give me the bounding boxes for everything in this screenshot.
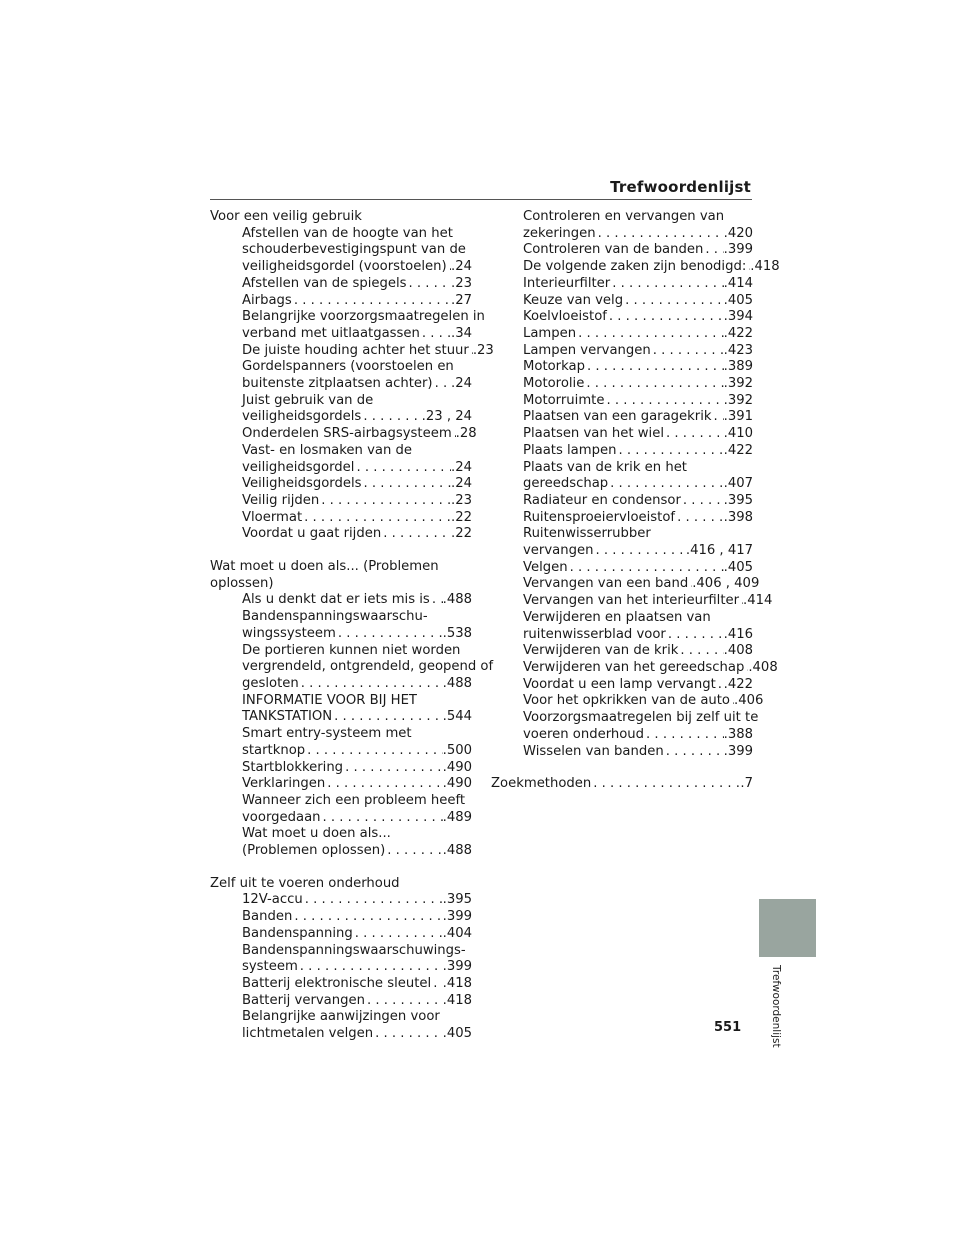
dot-leader [675, 510, 724, 527]
index-page-ref: .418 [442, 992, 472, 1008]
dot-leader [576, 326, 724, 343]
index-entry-label: Airbags [242, 292, 292, 308]
dot-leader [664, 426, 724, 443]
index-page-ref: .399 [723, 743, 753, 759]
dot-leader [585, 359, 724, 376]
dot-leader [644, 727, 724, 744]
index-entry-label: Interieurfilter [523, 275, 611, 291]
index-entry [210, 626, 472, 643]
index-entry-label: Verwijderen van de krik [523, 643, 679, 659]
index-entry [210, 709, 472, 726]
index-entry [491, 493, 753, 510]
index-entry-label: systeem [242, 959, 298, 975]
index-page-ref: .538 [442, 625, 472, 641]
dot-leader [678, 643, 723, 660]
index-subentry-line: INFORMATIE VOOR BIJ HET [242, 692, 417, 708]
dot-leader [343, 760, 443, 777]
index-page-ref: .488 [442, 675, 472, 691]
index-entry-label: Ruitensproeiervloeistof [523, 509, 676, 525]
index-entry [491, 242, 753, 259]
dot-leader [298, 959, 443, 976]
index-subentry-line: Wanneer zich een probleem heeft [242, 792, 466, 808]
dot-leader [362, 476, 452, 493]
index-entry-label: startknop [242, 742, 306, 758]
index-subentry-line: vergrendeld, ontgrendeld, geopend of [242, 659, 494, 675]
index-entry-label: Controleren van de banden [523, 242, 704, 258]
index-entry-label: 12V-accu [242, 892, 303, 908]
index-entry-label: verband met uitlaatgassen [242, 325, 420, 341]
dot-leader [431, 976, 442, 993]
index-entry-label: Veiligheidsgordels [242, 476, 362, 492]
index-entry-label: Veilig rijden [242, 492, 320, 508]
dot-leader [385, 843, 442, 860]
dot-leader [354, 460, 451, 477]
index-entry-label: Plaatsen van het wiel [523, 426, 664, 442]
index-entry [491, 659, 778, 677]
index-entry-label: Onderdelen SRS-airbagsysteem [242, 426, 452, 442]
index-page-ref: .406 [734, 693, 764, 709]
index-page-ref: .7 [740, 776, 753, 792]
index-page-ref: .416 [723, 626, 753, 642]
index-column-right [491, 209, 780, 809]
index-entry [491, 226, 753, 243]
index-entry-label: ruitenwisserblad voor [523, 626, 666, 642]
index-page-ref: .416 , 417 [685, 543, 753, 559]
header-divider [210, 199, 752, 200]
index-page-ref: .399 [442, 909, 472, 925]
index-entry-label: Banden [242, 909, 293, 925]
index-page-ref: .23 [451, 275, 472, 291]
index-entry-label: Batterij vervangen [242, 992, 365, 1008]
index-page-ref: .414 [723, 275, 753, 291]
index-entry-label: lichtmetalen velgen [242, 1026, 374, 1042]
index-page-ref: .418 [750, 259, 780, 275]
index-entry [491, 744, 753, 761]
index-entry-label: veiligheidsgordel (voorstoelen) [242, 259, 447, 275]
index-entry-label: Zoekmethoden [491, 776, 592, 792]
index-entry [491, 376, 753, 393]
index-entry-label: Verwijderen van het gereedschap [523, 659, 745, 675]
index-entry [210, 760, 472, 777]
index-page-ref: .398 [723, 509, 753, 525]
index-entry-label: Verklaringen [242, 776, 326, 792]
index-group [491, 776, 753, 793]
index-entry [210, 409, 472, 426]
index-page-ref: .420 [723, 225, 753, 241]
index-entry-label: voorgedaan [242, 809, 321, 825]
index-entry [491, 643, 753, 660]
index-page-ref: .388 [723, 726, 753, 742]
index-entry [210, 976, 472, 993]
index-page-ref: .27 [451, 292, 472, 308]
index-subentry-line: schouderbevestigingspunt van de [242, 242, 466, 258]
index-subentry-line: Afstellen van de hoogte van het [242, 225, 453, 241]
index-subentry-line: Belangrijke aanwijzingen voor [242, 1009, 440, 1025]
index-entry [491, 426, 753, 443]
index-subentry-line: Plaats van de krik en het [523, 459, 687, 475]
dot-leader [651, 343, 724, 360]
dot-leader [616, 443, 723, 460]
dot-leader [302, 510, 451, 527]
index-entry [210, 810, 472, 827]
index-entry [491, 543, 753, 560]
index-page-ref: .414 [743, 593, 773, 609]
index-entry-label: veiligheidsgordels [242, 409, 362, 425]
index-group [210, 876, 472, 1043]
index-entry [210, 526, 472, 543]
dot-leader [596, 226, 724, 243]
index-subentry-line: De portieren kunnen niet worden [242, 642, 461, 658]
index-entry-label: Bandenspanning [242, 925, 353, 941]
dot-leader [608, 476, 723, 493]
index-entry-label: Startblokkering [242, 759, 344, 775]
index-entry-label: De volgende zaken zijn benodigd: [523, 259, 747, 275]
index-page-ref: .423 [723, 342, 753, 358]
index-entry [210, 892, 472, 909]
index-subentry-line: Belangrijke voorzorgsmaatregelen in [242, 309, 485, 325]
index-subentry-line: Bandenspanningswaarschu- [242, 609, 428, 625]
index-page-ref: .34 [451, 325, 472, 341]
index-group [491, 209, 780, 760]
index-entry [210, 326, 472, 343]
index-page-ref: .23 , 24 [421, 409, 472, 425]
index-entry-label: Motorkap [523, 359, 585, 375]
index-entry [491, 309, 753, 326]
dot-leader [584, 376, 723, 393]
index-entry [491, 393, 753, 410]
index-page-ref: .23 [472, 342, 494, 358]
index-subentry-line: Voorzorgsmaatregelen bij zelf uit te [523, 710, 759, 726]
index-group [210, 209, 494, 543]
index-entry-label: wingssysteem [242, 625, 336, 641]
index-entry-label: zekeringen [523, 225, 596, 241]
dot-leader [591, 776, 740, 793]
index-entry [491, 560, 753, 577]
index-entry [210, 1026, 472, 1043]
index-entry-label: Vervangen van het interieurfilter [523, 593, 740, 609]
index-entry-label: gereedschap [523, 476, 609, 492]
dot-leader [332, 709, 442, 726]
index-subentry-line: Verwijderen en plaatsen van [523, 609, 711, 625]
index-entry-label: Plaats lampen [523, 442, 617, 458]
index-entry [491, 693, 764, 710]
index-page-ref: .544 [442, 709, 472, 725]
index-entry [210, 676, 472, 693]
index-entry [491, 343, 753, 360]
index-page-ref: .392 [723, 392, 753, 408]
index-entry [491, 259, 780, 276]
index-page-ref: .410 [723, 426, 753, 442]
index-page-ref: .500 [442, 742, 472, 758]
index-page-ref: .405 [442, 1026, 472, 1042]
index-entry-label: Motorruimte [523, 392, 605, 408]
index-entry [491, 409, 753, 426]
index-entry [210, 510, 472, 527]
index-entry-label: Vervangen van een band [523, 576, 689, 592]
index-entry [491, 293, 753, 310]
index-entry-label: Keuze van velg [523, 292, 624, 308]
index-entry-label: Als u denkt dat er iets mis is [242, 592, 430, 608]
dot-leader [607, 309, 724, 326]
index-page-ref: .406 , 409 [692, 576, 760, 592]
index-entry-label: veiligheidsgordel [242, 459, 355, 475]
index-page-ref: .488 [442, 843, 472, 859]
index-entry [210, 743, 472, 760]
index-entry-label: Afstellen van de spiegels [242, 275, 407, 291]
index-column-left [210, 209, 494, 1059]
dot-leader [299, 676, 443, 693]
index-subentry-line: Wat moet u doen als... [242, 826, 391, 842]
index-entry [210, 276, 472, 293]
index-page-ref: .418 [442, 975, 472, 991]
index-entry [491, 576, 760, 593]
index-page-ref: .394 [723, 309, 753, 325]
index-entry [491, 677, 753, 694]
index-entry [210, 843, 472, 860]
dot-leader [292, 293, 451, 310]
dot-leader [373, 1026, 443, 1043]
index-entry-label: Voordat u gaat rijden [242, 526, 382, 542]
index-entry [210, 959, 472, 976]
index-subentry-line: Bandenspanningswaarschuwings- [242, 942, 466, 958]
dot-leader [336, 626, 443, 643]
dot-leader [353, 926, 443, 943]
index-page-ref: .24 [451, 476, 472, 492]
dot-leader [712, 409, 724, 426]
index-page-ref: .399 [442, 959, 472, 975]
index-subentry-line: Smart entry-systeem met [242, 726, 412, 742]
dot-leader [381, 526, 451, 543]
index-entry [210, 592, 472, 609]
dot-leader [292, 909, 442, 926]
index-subentry-line: Gordelspanners (voorstoelen en [242, 359, 454, 375]
index-subentry-line: Juist gebruik van de [242, 392, 374, 408]
index-page-ref: .22 [451, 509, 472, 525]
index-page-ref: .490 [442, 759, 472, 775]
dot-leader [593, 543, 685, 560]
dot-leader [716, 677, 724, 694]
index-page-ref: .395 [723, 492, 753, 508]
index-page-ref: .399 [723, 242, 753, 258]
section-tab-marker [759, 899, 816, 957]
index-subentry-line: Vast- en losmaken van de [242, 442, 413, 458]
index-entry [491, 276, 753, 293]
dot-leader [666, 627, 724, 644]
dot-leader [623, 293, 724, 310]
index-entry-label: Velgen [523, 559, 568, 575]
index-page-ref: .422 [723, 442, 753, 458]
index-entry-label: De juiste houding achter het stuur [242, 342, 469, 358]
index-page-ref: .22 [451, 526, 472, 542]
index-page-ref: .24 [451, 459, 472, 475]
dot-leader [303, 892, 443, 909]
index-entry [210, 926, 472, 943]
dot-leader [681, 493, 724, 510]
dot-leader [568, 560, 724, 577]
index-entry [210, 493, 472, 510]
index-entry [491, 476, 753, 493]
index-entry [491, 359, 753, 376]
index-entry [491, 326, 753, 343]
index-entry-label: Voor het opkrikken van de auto [523, 693, 730, 709]
index-entry [210, 460, 472, 477]
index-heading-continued: oplossen) [210, 575, 274, 591]
dot-leader [433, 376, 451, 393]
index-entry-label: Voordat u een lamp vervangt [523, 676, 716, 692]
index-entry-label: Lampen [523, 325, 577, 341]
dot-leader [420, 326, 451, 343]
index-entry-label: buitenste zitplaatsen achter) [242, 376, 433, 392]
index-entry [210, 426, 477, 443]
index-entry-label: vervangen [523, 543, 594, 559]
index-subentry-line: Controleren en vervangen van [523, 209, 725, 224]
index-entry [210, 776, 472, 793]
dot-leader [664, 744, 724, 761]
index-entry-label: Radiateur en condensor [523, 492, 681, 508]
index-entry [491, 727, 753, 744]
index-entry-label: TANKSTATION [242, 709, 333, 725]
index-page-ref: .404 [442, 925, 472, 941]
index-entry [210, 376, 472, 393]
index-page-ref: .405 [723, 559, 753, 575]
index-page-ref: .391 [723, 409, 753, 425]
index-entry-label: voeren onderhoud [523, 726, 645, 742]
dot-leader [321, 810, 443, 827]
index-page-ref: .392 [723, 376, 753, 392]
dot-leader [703, 242, 723, 259]
index-page-ref: .407 [723, 476, 753, 492]
index-entry-label: gesloten [242, 675, 299, 691]
index-page-ref: .489 [442, 809, 472, 825]
dot-leader [365, 993, 443, 1010]
index-group [210, 559, 494, 860]
index-page-ref: .488 [442, 592, 472, 608]
index-entry [491, 776, 753, 793]
index-heading: Zelf uit te voeren onderhoud [210, 875, 400, 891]
dot-leader [604, 393, 723, 410]
dot-leader [430, 592, 443, 609]
index-entry-label: Lampen vervangen [523, 342, 651, 358]
index-entry [210, 993, 472, 1010]
dot-leader [361, 409, 421, 426]
index-entry-label: (Problemen oplossen) [242, 843, 386, 859]
index-subentry-line: Ruitenwisserrubber [523, 526, 651, 542]
index-page-ref: .422 [723, 676, 753, 692]
index-page-ref: .408 [723, 643, 753, 659]
index-entry [491, 593, 773, 610]
index-entry [491, 510, 753, 527]
index-entry [491, 443, 753, 460]
section-tab-label: Trefwoordenlijst [770, 965, 782, 1048]
index-page-ref: .490 [442, 776, 472, 792]
index-entry-label: Wisselen van banden [523, 743, 664, 759]
index-heading: Wat moet u doen als... (Problemen [210, 559, 439, 575]
dot-leader [325, 776, 442, 793]
index-heading: Voor een veilig gebruik [210, 209, 362, 224]
index-entry-label: Plaatsen van een garagekrik [523, 409, 712, 425]
index-entry [210, 259, 472, 276]
dot-leader [305, 743, 442, 760]
index-entry-label: Koelvloeistof [523, 309, 607, 325]
index-page-ref: .405 [723, 292, 753, 308]
dot-leader [610, 276, 723, 293]
index-page-ref: .24 [451, 259, 472, 275]
index-page-ref: .408 [748, 659, 778, 675]
index-page-ref: .395 [442, 892, 472, 908]
index-page-ref: .24 [451, 376, 472, 392]
index-page-ref: .28 [455, 426, 477, 442]
index-entry [210, 342, 494, 360]
index-page-ref: .23 [451, 492, 472, 508]
index-page-ref: .389 [723, 359, 753, 375]
index-entry-label: Motorolie [523, 376, 585, 392]
index-entry [491, 627, 753, 644]
index-entry-label: Batterij elektronische sleutel [242, 975, 432, 991]
index-entry [210, 909, 472, 926]
index-page-ref: .422 [723, 325, 753, 341]
index-entry [210, 293, 472, 310]
page-title: Trefwoordenlijst [610, 178, 751, 196]
dot-leader [407, 276, 452, 293]
page-number: 551 [714, 1020, 742, 1035]
index-entry [210, 476, 472, 493]
index-entry-label: Vloermat [242, 509, 303, 525]
dot-leader [319, 493, 451, 510]
